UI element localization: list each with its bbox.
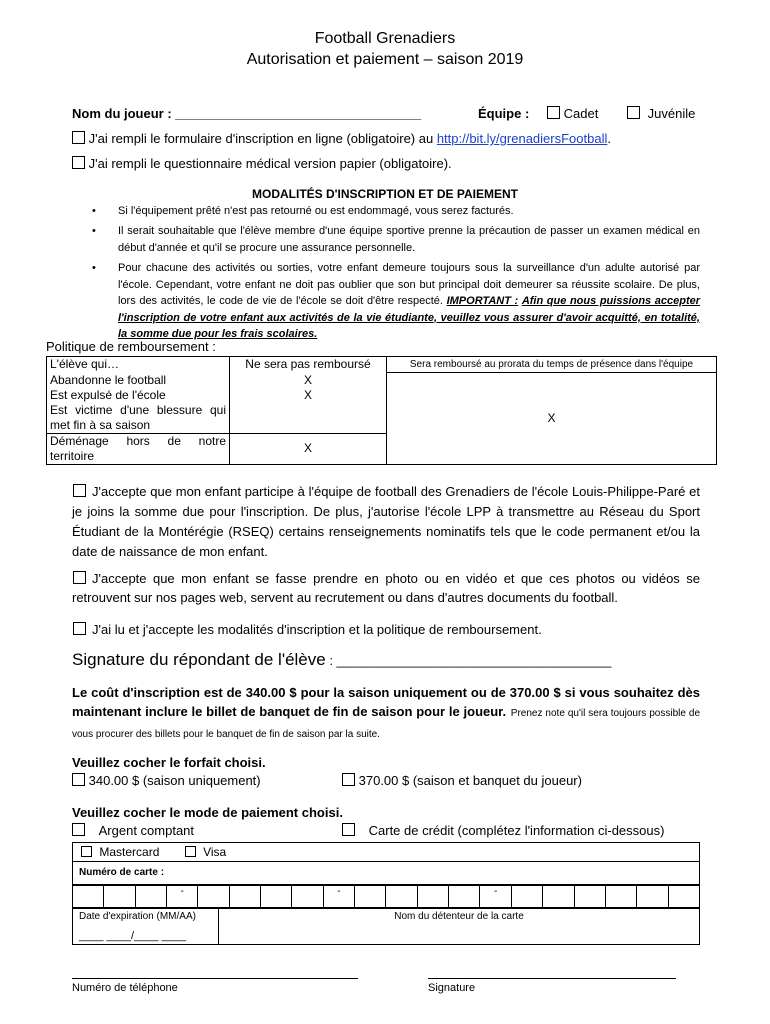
player-name-field[interactable] <box>72 106 421 121</box>
card-digit[interactable] <box>543 886 574 908</box>
refund-table <box>46 356 717 465</box>
important-text: Afin que nous puissions accepter l'inscription de votre enfant aux activités de la vie étudiante, veuillez vous assurer d'avoir acquitté, en totalité, la somme due pour les frais scolaires. <box>118 295 701 340</box>
modality-text-2: Il serait souhaitable que l'élève membre d'une équipe sportive prenne la précaution de passer un examen médical en début d'année et qu'il se procure une assurance personnelle. <box>118 225 700 254</box>
respondent-signature-field[interactable] <box>72 650 611 670</box>
policy-consent[interactable] <box>72 622 542 637</box>
online-form-text: J'ai rempli le formulaire d'inscription en ligne (obligatoire) au <box>88 131 437 146</box>
respondent-signature-blank: : ______________________________________ <box>325 653 612 668</box>
card-digit[interactable] <box>261 886 292 908</box>
cadet-label: Cadet <box>563 106 599 121</box>
visa-option[interactable] <box>185 845 226 859</box>
juvenile-checkbox[interactable] <box>627 106 640 119</box>
cadet-checkbox[interactable] <box>547 106 560 119</box>
modality-item <box>92 223 700 257</box>
modality-text-1: Si l'équipement prêté n'est pas retourné ou est endommagé, vous serez facturés. <box>118 205 514 217</box>
refund-row-3-mark: X <box>387 373 717 465</box>
card-digit[interactable] <box>605 886 636 908</box>
refund-row-1-label: Abandonne le football <box>47 373 230 388</box>
card-digit[interactable] <box>198 886 229 908</box>
package-option-banquet[interactable] <box>342 773 582 788</box>
cost-paragraph <box>72 683 700 744</box>
credit-card-box <box>72 842 700 945</box>
card-digit[interactable] <box>292 886 323 908</box>
card-digit[interactable]: - <box>323 886 354 908</box>
package-option-season[interactable] <box>72 773 261 788</box>
card-digit[interactable] <box>355 886 386 908</box>
visa-label: Visa <box>203 845 227 859</box>
card-label: Carte de crédit (complétez l'information ci-dessous) <box>368 823 665 838</box>
refund-heading: Politique de remboursement : <box>46 339 216 354</box>
phone-line[interactable] <box>72 966 358 979</box>
card-digit[interactable] <box>637 886 668 908</box>
package-season-label: 340.00 $ (saison uniquement) <box>88 773 261 788</box>
refund-row-4-label: Déménage hors de notre territoire <box>47 433 230 464</box>
package-banquet-label: 370.00 $ (saison et banquet du joueur) <box>358 773 582 788</box>
medical-form-checkbox[interactable] <box>72 156 85 169</box>
mastercard-label: Mastercard <box>99 845 160 859</box>
package-season-checkbox[interactable] <box>72 773 85 786</box>
modality-item <box>92 203 700 220</box>
modalities-list <box>92 203 700 346</box>
mastercard-option[interactable] <box>81 845 159 859</box>
team-label: Équipe : <box>478 106 530 121</box>
card-type-row <box>73 843 700 862</box>
card-digit[interactable] <box>229 886 260 908</box>
online-form-check[interactable] <box>72 131 712 146</box>
medical-form-text: J'ai rempli le questionnaire médical version papier (obligatoire). <box>88 156 452 171</box>
modality-text-3: Pour chacune des activités ou sorties, votre enfant demeure toujours sous la surveillance d'un adulte autorisé par l'école. Cependant, votre enfant ne doit pas oublier que son but principal doit demeurer sa réussite scolaire. De plus, lors des activités, le code de vie de l'école se doit d'être respecté. <box>118 262 700 307</box>
title-line-2: Autorisation et paiement – saison 2019 <box>246 51 524 68</box>
refund-row-3-label: Est victime d'une blessure qui met fin à sa saison <box>47 403 230 434</box>
package-heading: Veuillez cocher le forfait choisi. <box>72 755 266 770</box>
modalities-heading: MODALITÉS D'INSCRIPTION ET DE PAIEMENT <box>252 187 518 201</box>
signature-line[interactable] <box>428 966 676 979</box>
refund-row-1-mark: X <box>230 373 387 388</box>
package-banquet-checkbox[interactable] <box>342 773 355 786</box>
team-consent-text: J'accepte que mon enfant participe à l'équipe de football des Grenadiers de l'école Louis-Philippe-Paré et je joins la somme due pour l'inscription. De plus, j'autorise l'école LPP à transmettre au Réseau du Sport Étudiant de la Montérégie (RSEQ) certains renseignements nominatifs tels que le code permanent et/ou la date de naissance de mon enfant. <box>72 484 700 559</box>
payment-option-cash[interactable] <box>72 823 194 838</box>
mastercard-checkbox[interactable] <box>81 846 92 857</box>
bullet: • <box>92 205 96 217</box>
card-checkbox[interactable] <box>342 823 355 836</box>
card-digit[interactable] <box>386 886 417 908</box>
refund-row-4-mark: X <box>230 433 387 464</box>
refund-col-header-prorata: Sera remboursé au prorata du temps de présence dans l'équipe <box>387 357 717 373</box>
player-name-blank: __________________________________ <box>175 106 422 121</box>
title-line-1: Football Grenadiers <box>314 30 456 47</box>
online-form-period: . <box>607 131 611 146</box>
cash-label: Argent comptant <box>98 823 195 838</box>
card-digit[interactable] <box>449 886 480 908</box>
signature-label: Signature <box>428 982 476 994</box>
card-digit[interactable]: - <box>167 886 198 908</box>
expiry-label: Date d'expiration (MM/AA) <box>79 911 196 922</box>
cost-text: Le coût d'inscription est de 340.00 $ pour la saison uniquement ou de 370.00 $ si vous souhaitez dès maintenant inclure le billet de banquet de fin de saison pour le joueur. <box>72 685 700 719</box>
expiry-blank: ____ ____/____ ____ <box>79 930 187 942</box>
cardholder-label: Nom du détenteur de la carte <box>394 911 524 922</box>
card-digit[interactable] <box>511 886 542 908</box>
bullet: • <box>92 262 96 274</box>
phone-label: Numéro de téléphone <box>72 982 178 994</box>
card-number-input[interactable] <box>72 885 700 908</box>
policy-consent-checkbox[interactable] <box>73 622 86 635</box>
card-digit[interactable] <box>104 886 135 908</box>
important-label: IMPORTANT : <box>446 295 519 307</box>
photo-consent[interactable] <box>72 569 700 607</box>
card-digit[interactable]: - <box>480 886 511 908</box>
team-consent[interactable] <box>72 482 700 562</box>
card-number-label: Numéro de carte : <box>73 862 700 885</box>
card-digit[interactable] <box>417 886 448 908</box>
medical-form-check[interactable] <box>72 156 452 171</box>
document-title <box>0 28 770 70</box>
card-digit[interactable] <box>574 886 605 908</box>
visa-checkbox[interactable] <box>185 846 196 857</box>
expiry-field[interactable] <box>73 909 219 945</box>
team-option-cadet[interactable] <box>547 106 598 121</box>
bullet: • <box>92 225 96 237</box>
card-digit[interactable] <box>668 886 699 908</box>
cardholder-field[interactable] <box>219 909 700 945</box>
photo-consent-text: J'accepte que mon enfant se fasse prendre en photo ou en vidéo et que ces photos ou vidéos se retrouvent sur nos pages web, servent au recrutement ou dans d'autres documents du football. <box>72 571 700 605</box>
refund-row-3-empty <box>230 403 387 434</box>
team-field <box>478 106 529 121</box>
cost-note: Prenez note qu'il sera toujours possible de vous procurer des billets pour le banquet de fin de saison par la suite. <box>72 708 701 740</box>
refund-col-header-student: L'élève qui… <box>47 357 230 373</box>
card-digit[interactable] <box>135 886 166 908</box>
team-consent-checkbox[interactable] <box>73 484 86 497</box>
cash-checkbox[interactable] <box>72 823 85 836</box>
payment-option-card[interactable] <box>342 823 664 838</box>
photo-consent-checkbox[interactable] <box>73 571 86 584</box>
modality-item <box>92 260 700 343</box>
card-digit[interactable] <box>73 886 104 908</box>
refund-col-header-no-refund: Ne sera pas remboursé <box>230 357 387 373</box>
refund-row-2-label: Est expulsé de l'école <box>47 388 230 403</box>
registration-link[interactable]: http://bit.ly/grenadiersFootball <box>436 131 608 146</box>
respondent-signature-label: Signature du répondant de l'élève <box>72 650 326 669</box>
team-option-juvenile[interactable] <box>627 106 695 121</box>
payment-heading: Veuillez cocher le mode de paiement choisi. <box>72 805 343 820</box>
online-form-checkbox[interactable] <box>72 131 85 144</box>
refund-row-2-mark: X <box>230 388 387 403</box>
juvenile-label: Juvénile <box>647 106 696 121</box>
policy-consent-text: J'ai lu et j'accepte les modalités d'inscription et la politique de remboursement. <box>92 622 542 637</box>
player-name-label: Nom du joueur : <box>72 106 172 121</box>
